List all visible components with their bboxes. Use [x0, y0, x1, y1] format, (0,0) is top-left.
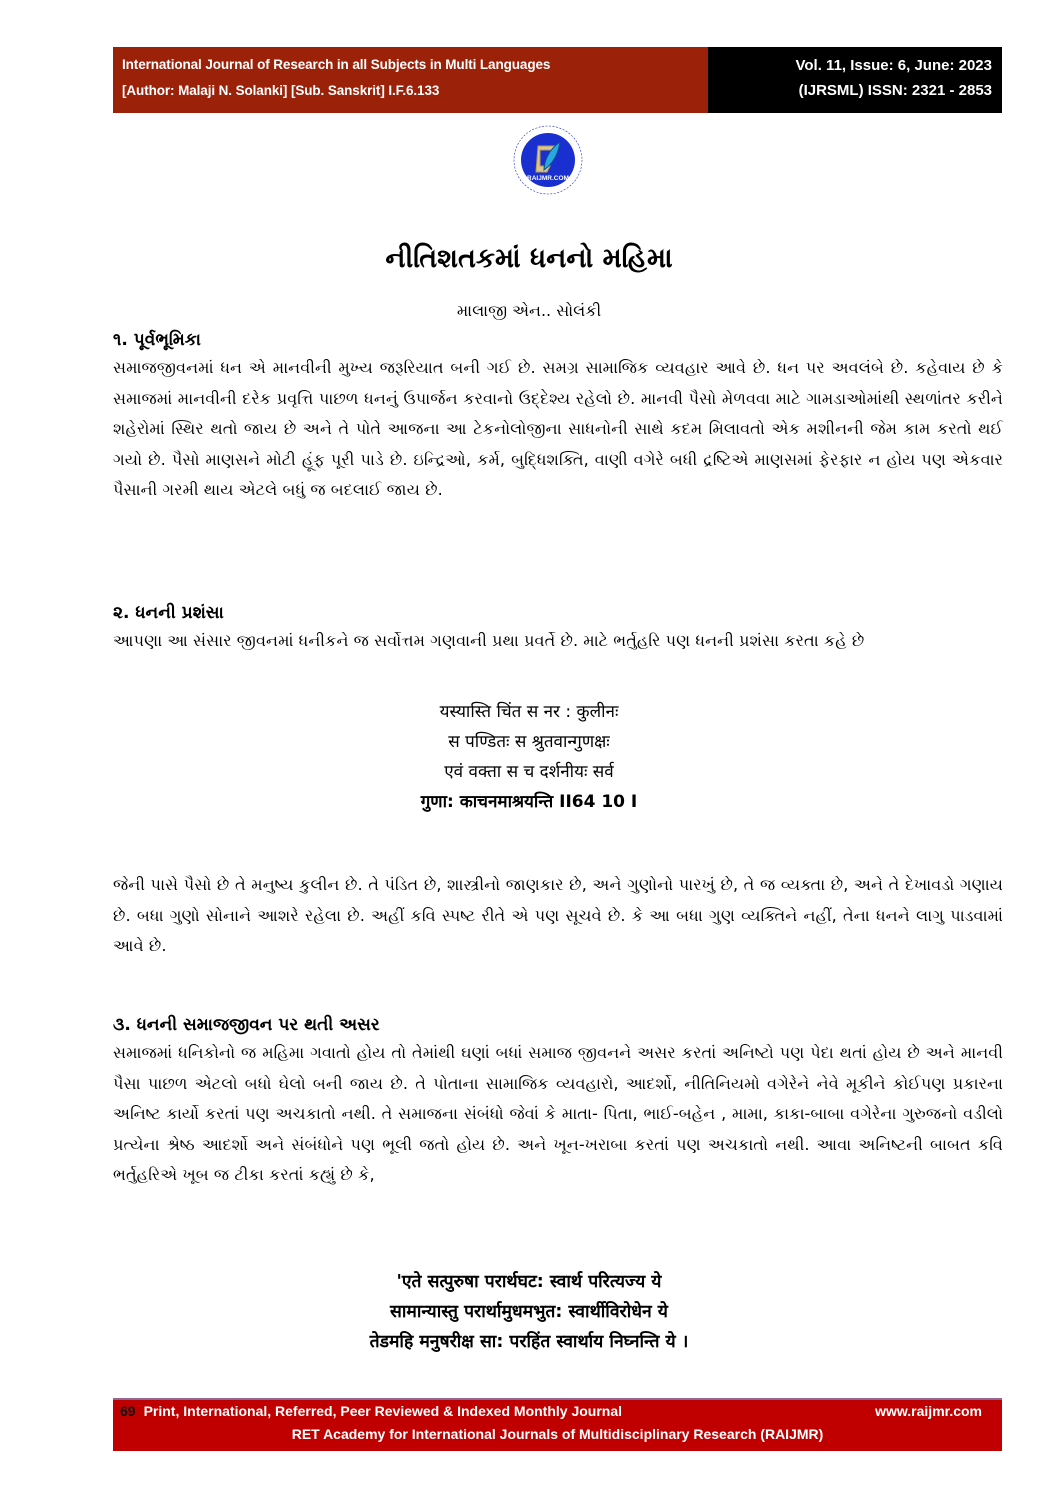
raijmr-logo	[508, 120, 588, 200]
svg-text:RAIJMR.COM: RAIJMR.COM	[527, 175, 569, 182]
section-heading: ૩. ધનની સમાજજીવન પર થતી અસર	[113, 1015, 380, 1035]
article-author: માલાજી એન.. સોલંકી	[456, 301, 602, 320]
author-subject-line: [Author: Malaji N. Solanki] [Sub. Sanskrit] I.F.6.133	[122, 83, 440, 98]
page-number: 69	[120, 1403, 136, 1419]
section-paragraph: જેની પાસે પૈસો છે તે મનુષ્ય કુલીન છે. તે પંડિત છે, શાસ્ત્રીનો જાણકાર છે, અને ગુણોનો પારખું છે, તે જ વ્યક્તા છે, અને તે દેખાવડો ગણાય છે. બધા ગુણો સોનાને આશરે રહેલા છે. અહીં કવિ સ્પષ્ટ રીતે એ પણ સૂચવે છે. કે આ બધા ગુણ વ્યક્તિને નહીં, તેના ધનને લાગુ પાડવામાં આવે છે.	[113, 875, 1003, 955]
journal-footer	[113, 1398, 1002, 1451]
section-heading: ૧. પૂર્વભૂમિકા	[113, 330, 201, 350]
verse-line: गुणा: काचनमाश्रयन्ति II64 10 I	[420, 792, 638, 812]
verse-line: तेडमहि मनुषरीक्ष सा: परहिंत स्वार्थाय निघ्नन्ति ये ।	[369, 1332, 689, 1352]
section-heading: ૨. ધનની પ્રશંસા	[113, 603, 224, 623]
verse-line: एवं वक्ता स च दर्शनीयः सर्व	[444, 762, 614, 782]
sanskrit-verse	[0, 1267, 1058, 1357]
section-paragraph: સમાજજીવનમાં ધન એ માનવીની મુખ્ય જરૂરિયાત બની ગઈ છે. સમગ્ર સામાજિક વ્યવહાર આવે છે. ધન પર અવલંબે છે. કહેવાય છે કે સમાજમાં માનવીની દરેક પ્રવૃત્તિ પાછળ ધનનું ઉપાર્જન કરવાનો ઉદ્દેશ્ય રહેલો છે. માનવી પૈસો મેળવવા માટે ગામડાઓમાંથી સ્થળાંતર કરીને શહેરોમાં સ્થિર થતો જાય છે અને તે પોતે આજના આ ટેકનોલોજીના સાધનોની સાથે કદમ મિલાવતો એક મશીનની જેમ કામ કરતો થઈ ગયો છે. પૈસો માણસને મોટી હૂંફ પૂરી પાડે છે. ઇન્દ્રિઓ, કર્મ, બુદ્ધિશક્તિ, વાણી વગેરે બધી દ્રષ્ટિએ માણસમાં ફેરફાર ન હોય પણ એકવાર પૈસાની ગરમી થાય એટલે બધું જ બદલાઈ જાય છે.	[113, 358, 1003, 499]
sanskrit-verse	[0, 697, 1058, 817]
header-right-band	[708, 47, 1002, 113]
section-paragraph: સમાજમાં ધનિકોનો જ મહિમા ગવાતો હોય તો તેમાંથી ઘણાં બધાં સમાજ જીવનને અસર કરતાં અનિષ્ટો પણ પેદા થતાં હોય છે અને માનવી પૈસા પાછળ એટલો બધો ઘેલો બની જાય છે. તે પોતાના સામાજિક વ્યવહારો, આદર્શો, નીતિનિયમો વગેરેને નેવે મૂકીને કોઈપણ પ્રકારના અનિષ્ટ કાર્યો કરતાં પણ અચકાતો નથી. તે સમાજના સંબંધો જેવાં કે માતા- પિતા, ભાઈ-બહેન , મામા, કાકા-બાબા વગેરેના ગુરુજનો વડીલો પ્રત્યેના શ્રેષ્ઠ આદર્શો અને સંબંધોને પણ ભૂલી જતો હોય છે. અને ખૂન-ખરાબા કરતાં પણ અચકાતો નથી. આવા અનિષ્ટની બાબત કવિ ભર્તુહરિએ ખૂબ જ ટીકા કરતાં કહ્યું છે કે,	[113, 1043, 1003, 1184]
verse-line: 'एते सत्पुरुषा परार्थघट: स्वार्थ परित्यज्य ये	[396, 1272, 662, 1292]
verse-line: सामान्यास्तु परार्थामुधमभुत: स्वार्थीविरोधेन ये	[390, 1302, 668, 1322]
website-link[interactable]: www.raijmr.com	[875, 1403, 982, 1419]
verse-line: स पण्डितः स श्रुतवान्गुणक्षः	[448, 732, 610, 752]
volume-issue: Vol. 11, Issue: 6, June: 2023	[795, 57, 992, 74]
journal-name: International Journal of Research in all Subjects in Multi Languages	[122, 57, 551, 72]
issn: (IJRSML) ISSN: 2321 - 2853	[798, 82, 992, 99]
publisher-name: RET Academy for International Journals of Multidisciplinary Research (RAIJMR)	[291, 1426, 824, 1442]
section-paragraph: આપણા આ સંસાર જીવનમાં ધનીકને જ સર્વોત્તમ ગણવાની પ્રથા પ્રવર્તે છે. માટે ભર્તુહરિ પણ ધનની પ્રશંસા કરતા કહે છે	[113, 631, 865, 650]
journal-header	[113, 47, 1002, 113]
header-left-band	[113, 47, 708, 113]
footer-tagline: Print, International, Referred, Peer Reviewed & Indexed Monthly Journal	[143, 1403, 623, 1419]
logo-seal-icon	[508, 120, 588, 200]
article-title: નીતિશતકમાં ધનનો મહિમા	[385, 243, 673, 274]
verse-line: यस्यास्ति चिंत स नर : कुलीनः	[439, 702, 619, 722]
